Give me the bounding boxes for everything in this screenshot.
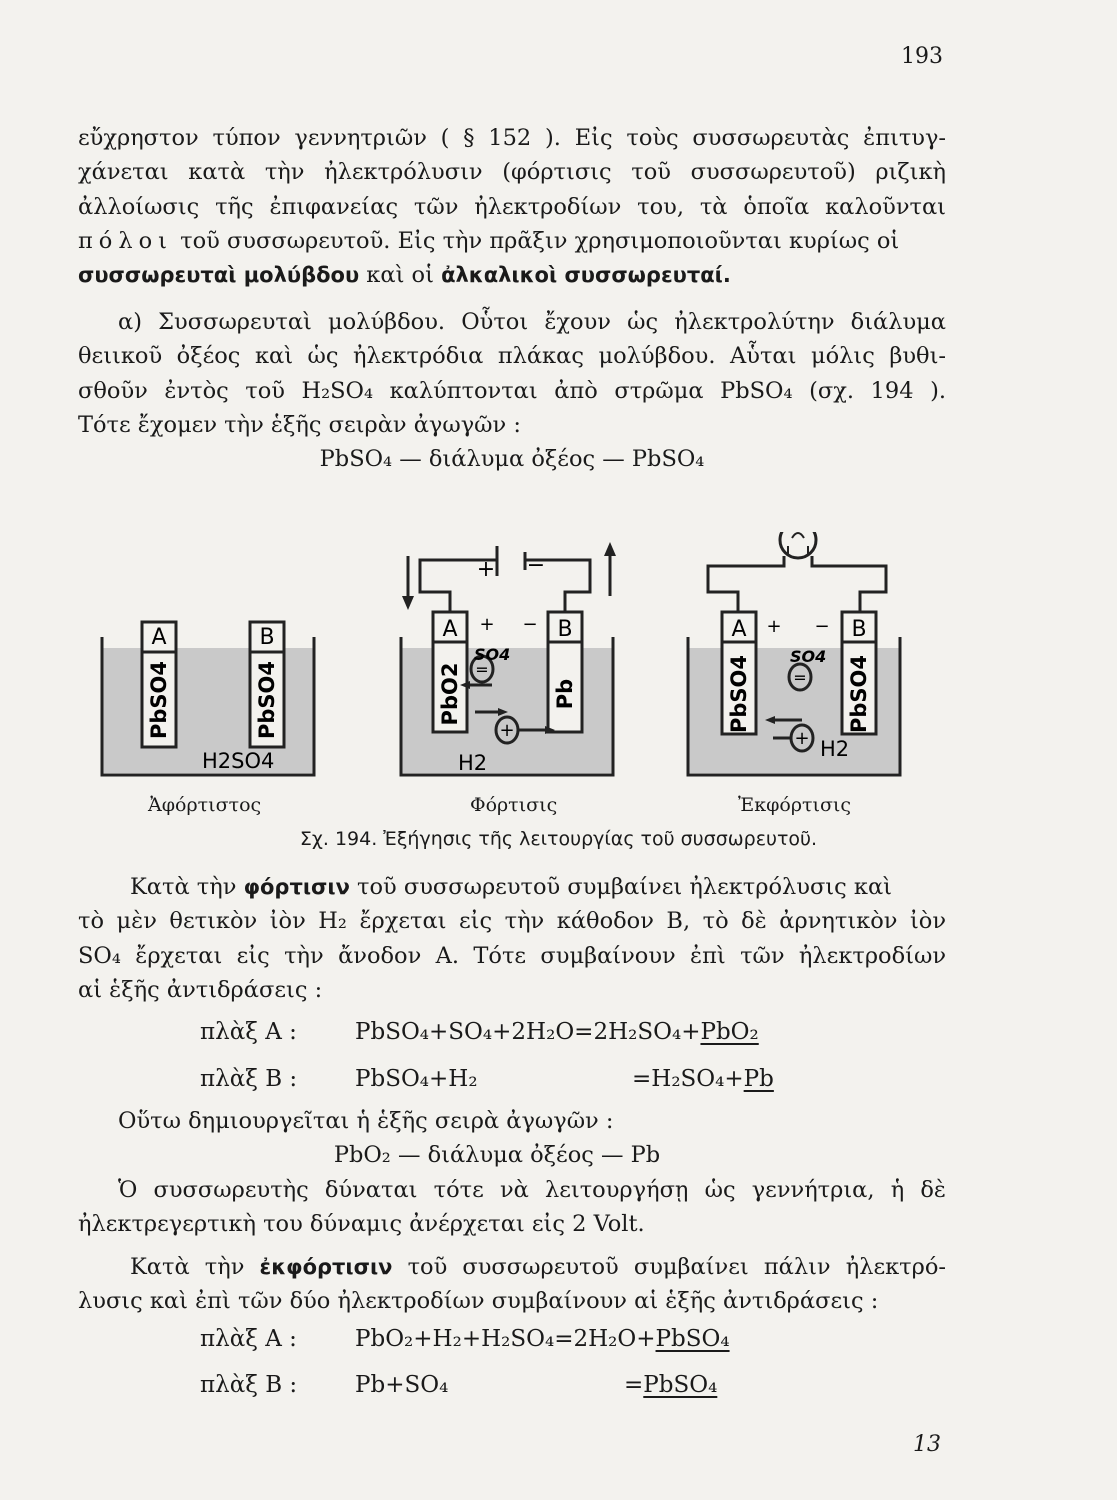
paragraph-result	[78, 1104, 946, 1241]
equation-charge-b-right: =H₂SO₄+Pb	[632, 1066, 774, 1092]
term-lead-accumulators: συσσωρευταὶ μολύβδου	[78, 263, 360, 288]
gas-label: H2	[820, 737, 850, 761]
equation-discharge-a: PbO₂+H₂+H₂SO₄=2H₂O+PbSO₄	[355, 1326, 730, 1352]
plate-b-coat: PbSO4	[847, 654, 871, 734]
wire-right	[538, 560, 590, 612]
ion-pos-sign: +	[499, 720, 515, 741]
equation-label: πλὰξ B :	[200, 1066, 298, 1092]
bulb-icon	[780, 532, 816, 558]
ion-neg-sign: =	[475, 660, 489, 679]
text-line: Κατὰ τὴν ἐκφόρτισιν τοῦ συσσωρευτοῦ συμβαίνει πάλιν ἠλεκτρό-	[130, 1254, 946, 1280]
text-line: λυσις καὶ ἐπὶ τῶν δύο ἠλεκτροδίων συμβαίνουν αἱ ἑξῆς ἀντιδράσεις :	[78, 1288, 879, 1315]
plate-b-coat: PbSO4	[255, 660, 279, 740]
accumulator-figure	[90, 532, 920, 794]
term-poles: πόλοι	[78, 227, 173, 254]
equation-discharge-b-left: Pb+SO₄	[355, 1372, 449, 1398]
equation-discharge-b-right: =PbSO₄	[624, 1372, 718, 1398]
plate-b-label: B	[557, 617, 573, 642]
text-line: Τότε ἔχομεν τὴν ἑξῆς σειρὰν ἀγωγῶν :	[78, 411, 521, 438]
plate-a-label: A	[442, 617, 458, 642]
plate-b-label: B	[851, 617, 867, 642]
battery-minus: −	[526, 553, 546, 578]
wire-left	[420, 560, 485, 612]
term-charging: φόρτισιν	[243, 875, 350, 899]
text-line: τὸ μὲν θετικὸν ἰὸν H₂ ἔρχεται εἰς τὴν κάθοδον B, τὸ δὲ ἀρνητικὸν ἰὸν	[78, 908, 946, 935]
equation-charge-b-left: PbSO₄+H₂	[355, 1066, 478, 1092]
plate-b-label: B	[259, 625, 275, 650]
signature-number: 13	[913, 1432, 941, 1457]
battery-plus: +	[476, 557, 496, 582]
text-line: θειικοῦ ὀξέος καὶ ὡς ἠλεκτρόδια πλάκας μολύβδου. Αὗται μόλις βυθι-	[78, 343, 946, 370]
plate-a-coat: PbSO4	[727, 654, 751, 734]
conductor-series: PbO₂ — διάλυμα ὀξέος — Pb	[333, 1142, 661, 1169]
figure-caption: Σχ. 194. Ἐξήγησις τῆς λειτουργίας τοῦ συσσωρευτοῦ.	[299, 828, 818, 850]
ion-neg-label: SO4	[474, 645, 511, 664]
label-uncharged: Ἀφόρτιστος	[148, 794, 262, 816]
text-line: SO₄ ἔρχεται εἰς τὴν ἄνοδον A. Τότε συμβαίνουν ἐπὶ τῶν ἠλεκτροδίων	[78, 942, 946, 969]
ion-neg-label: SO4	[790, 647, 827, 666]
text-line: χάνεται κατὰ τὴν ἠλεκτρόλυσιν (φόρτισις τοῦ συσσωρευτοῦ) ριζικὴ	[78, 159, 946, 186]
ion-neg-sign: =	[793, 668, 807, 687]
paragraph-lead-accumulators	[78, 305, 946, 476]
equation-label: πλὰξ A :	[200, 1019, 297, 1045]
electrolyte-label: H2SO4	[202, 749, 275, 773]
gas-label: H2	[458, 751, 488, 775]
text-line: πόλοι τοῦ συσσωρευτοῦ. Εἰς τὴν πρᾶξιν χρησιμοποιοῦνται κυρίως οἱ	[78, 227, 900, 254]
text-line: ἀλλοίωσις τῆς ἐπιφανείας τῶν ἠλεκτροδίων του, τὰ ὁποῖα καλοῦνται	[78, 193, 946, 220]
plus-sign: +	[766, 616, 782, 637]
minus-sign: −	[814, 616, 830, 637]
plus-sign: +	[479, 614, 495, 635]
text-line: Οὕτω δημιουργεῖται ἡ ἑξῆς σειρὰ ἀγωγῶν :	[118, 1108, 614, 1134]
text-line: σθοῦν ἐντὸς τοῦ H₂SO₄ καλύπτονται ἀπὸ στρῶμα PbSO₄ (σχ. 194 ).	[78, 377, 946, 404]
wire-right	[812, 556, 886, 612]
equation-charge-a: PbSO₄+SO₄+2H₂O=2H₂SO₄+PbO₂	[355, 1019, 759, 1045]
plate-a-coat: PbO2	[438, 662, 462, 726]
text-line: εὔχρηστον τύπον γεννητριῶν ( § 152 ). Εἰς τοὺς συσσωρευτὰς ἐπιτυγ-	[78, 125, 946, 151]
term-discharging: ἐκφόρτισιν	[259, 1255, 393, 1279]
paragraph-charging	[78, 870, 946, 1007]
paragraph-intro	[78, 121, 946, 292]
minus-sign: −	[522, 614, 538, 635]
text-line: συσσωρευταὶ μολύβδου καὶ οἱ ἀλκαλικοὶ συσσωρευταί.	[78, 262, 731, 289]
plate-b-coat: Pb	[553, 678, 577, 710]
paragraph-discharging	[78, 1250, 946, 1319]
plate-a-coat: PbSO4	[147, 660, 171, 740]
equation-label: πλὰξ B :	[200, 1372, 298, 1398]
label-charging: Φόρτισις	[470, 794, 558, 816]
text-line: Ὁ συσσωρευτὴς δύναται τότε νὰ λειτουργήσῃ ὡς γεννήτρια, ἡ δὲ	[118, 1176, 946, 1203]
text-line: Κατὰ τὴν φόρτισιν τοῦ συσσωρευτοῦ συμβαίνει ἠλεκτρόλυσις καὶ	[130, 874, 892, 900]
wire-left	[708, 556, 784, 612]
label-discharging: Ἐκφόρτισις	[738, 794, 852, 816]
equation-label: πλὰξ A :	[200, 1326, 297, 1352]
page-number: 193	[901, 44, 943, 69]
text-line: αἱ ἑξῆς ἀντιδράσεις :	[78, 976, 323, 1003]
text-line: ἠλεκτρεγερτικὴ του δύναμις ἀνέρχεται εἰς 2 Volt.	[78, 1210, 645, 1237]
conductor-series: PbSO₄ — διάλυμα ὀξέος — PbSO₄	[319, 446, 705, 473]
plate-a-label: A	[151, 625, 167, 650]
term-alkaline-accumulators: ἀλκαλικοὶ συσσωρευταί	[441, 263, 723, 288]
text-line: α) Συσσωρευταὶ μολύβδου. Οὗτοι ἔχουν ὡς ἠλεκτρολύτην διάλυμα	[118, 309, 946, 335]
ion-pos-sign: +	[794, 728, 810, 749]
plate-a-label: A	[731, 617, 747, 642]
